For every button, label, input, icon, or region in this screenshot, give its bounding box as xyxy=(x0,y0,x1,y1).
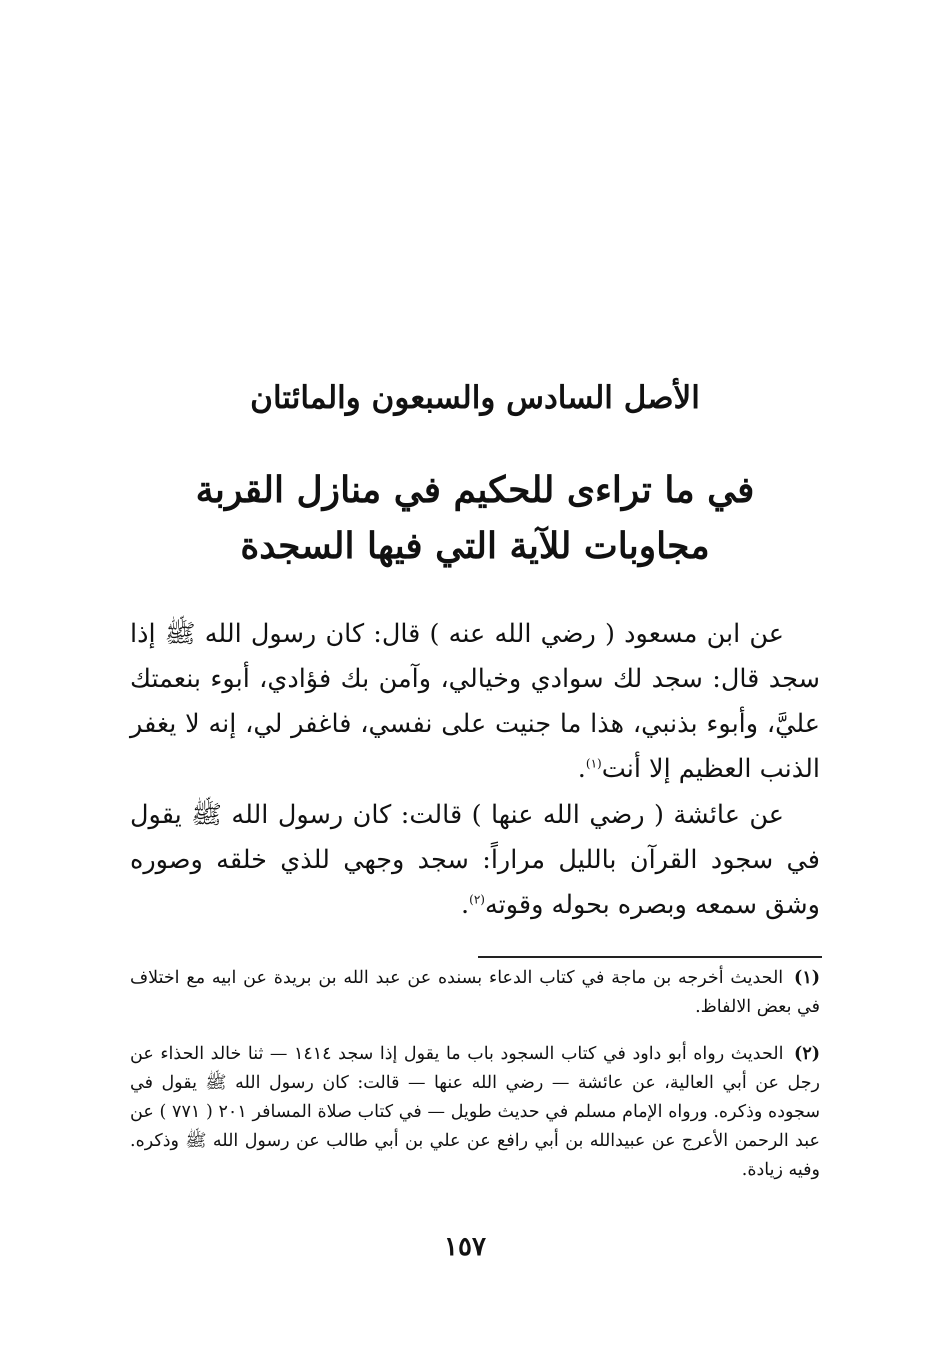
footnote-separator xyxy=(478,956,822,958)
footnote-ref-2: (٢) xyxy=(469,892,485,907)
chapter-subtitle: في ما تراءى للحكيم في منازل القربة مجاوبات للآية التي فيها السجدة xyxy=(195,469,755,567)
footnote-number: (٢) xyxy=(794,1044,820,1064)
paragraph-end: . xyxy=(577,754,586,784)
footnote-ref-1: (١) xyxy=(585,756,602,771)
footnote-number: (١) xyxy=(794,968,820,988)
page-number: ١٥٧ xyxy=(444,1232,486,1262)
paragraph-end: . xyxy=(461,890,470,920)
footnote-text: الحديث أخرجه بن ماجة في كتاب الدعاء بسنده عن عبد الله بن بريدة عن ابيه مع اختلاف في بعض الالفاظ. xyxy=(130,968,820,1017)
hadith-text: عن ابن مسعود ( رضي الله عنه ) قال: كان رسول الله ﷺ إذا سجد قال: سجد لك سوادي وخيالي، وآمن بك فؤادي، أبوء بنعمتك عليَّ، وأبوء بذنبي، هذا ما جنيت على نفسي، فاغفر لي، إنه لا يغفر الذنب العظيم إلا أنت xyxy=(130,619,820,784)
hadith-paragraph-1 xyxy=(130,612,820,792)
footnote-text: الحديث رواه أبو داود في كتاب السجود باب ما يقول إذا سجد ١٤١٤ — ثنا خالد الحذاء عن رجل عن أبي العالية، عن عائشة — رضي الله عنها — قالت: كان رسول الله ﷺ يقول في سجوده وذكره. ورواه الإمام مسلم في حديث طويل — في كتاب صلاة المسافر ٢٠١ ( ٧٧١ ) عن عبد الرحمن الأعرج عن عبيدالله بن أبي رافع عن علي بن أبي طالب عن رسول الله ﷺ وذكره. وفيه زيادة. xyxy=(130,1044,821,1180)
footnote-1 xyxy=(130,964,820,1022)
chapter-title: الأصل السادس والسبعون والمائتان xyxy=(250,380,700,416)
footnote-2 xyxy=(130,1040,820,1185)
hadith-text: عن عائشة ( رضي الله عنها ) قالت: كان رسول الله ﷺ يقول في سجود القرآن بالليل مراراً: سجد وجهي للذي خلقه وصوره وشق سمعه وبصره بحوله وقوته xyxy=(130,800,820,920)
hadith-paragraph-2 xyxy=(130,793,820,928)
